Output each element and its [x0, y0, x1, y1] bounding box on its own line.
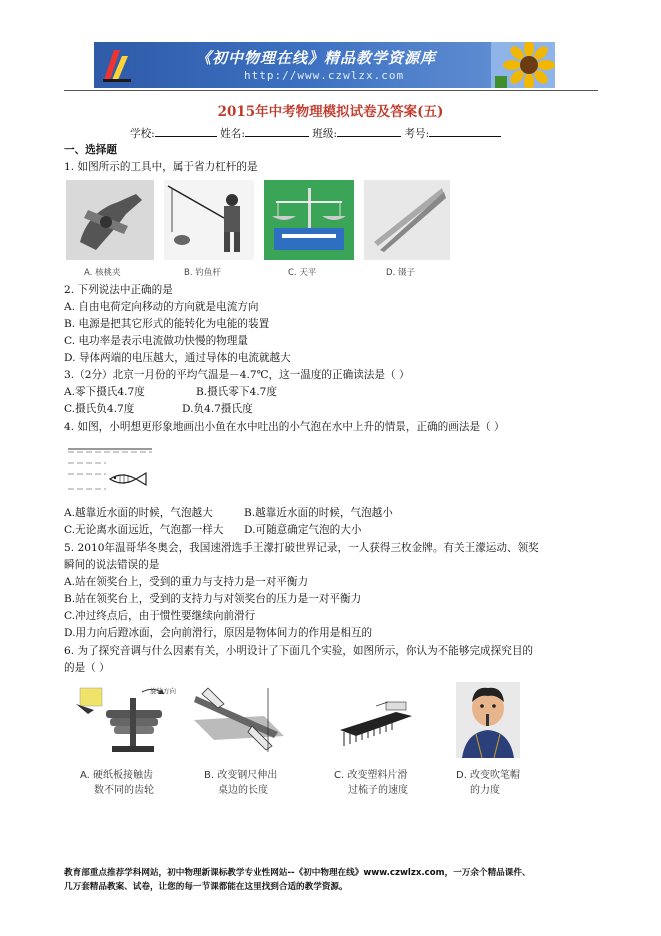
q3-stem: 3.（2分）北京一月份的平均气温是－4.7℃，这一温度的正确读法是（ ）: [64, 369, 410, 381]
q6-caption-a: A. 硬纸板接触齿 数不同的齿轮: [80, 770, 154, 796]
q5-option-c: C.冲过终点后，由于惯性要继续向前滑行: [64, 610, 256, 622]
q6-caption-c: C. 改变塑料片滑 过梳子的速度: [334, 770, 408, 796]
balance-scale-image: [264, 180, 354, 260]
nutcracker-image: [66, 180, 154, 260]
document-title: 2015年中考物理模拟试卷及答案(五): [217, 104, 444, 120]
q2-stem: 2. 下列说法中正确的是: [64, 284, 173, 296]
fishing-rod-image: [164, 180, 254, 260]
school-field[interactable]: [155, 126, 217, 137]
q5-option-b: B.站在领奖台上，受到的支持力与对领奖台的压力是一对平衡力: [64, 593, 362, 605]
fish-bubbles-image: [66, 443, 156, 493]
footer-line-2: 几万套精品教案、试卷，让您的每一节课都能在这里找到合适的教学资源。: [64, 882, 348, 892]
steel-ruler-image: [194, 686, 284, 754]
q2-option-c: C. 电功率是表示电流做功快慢的物理量: [64, 335, 248, 347]
q1-caption-b: B. 钓鱼杆: [184, 268, 221, 278]
q5-stem-line1: 5. 2010年温哥华冬奥会，我国速滑选手王濛打破世界记录，一人获得三枚金牌。有关王濛运动、领奖: [64, 542, 539, 554]
exam-no-field[interactable]: [429, 126, 501, 137]
school-label: 学校:: [130, 128, 155, 140]
tweezers-image: [364, 180, 450, 260]
q3-option-b: B.摄氏零下4.7度: [196, 386, 277, 398]
q4-stem: 4. 如图，小明想更形象地画出小鱼在水中吐出的小气泡在水中上升的情景，正确的画法是（ ）: [64, 421, 505, 433]
class-field[interactable]: [337, 126, 401, 137]
q3-option-c: C.摄氏负4.7度: [64, 403, 135, 415]
q2-option-b: B. 电源是把其它形式的能转化为电能的装置: [64, 318, 270, 330]
q6-stem-line1: 6. 为了探究音调与什么因素有关，小明设计了下面几个实验，如图所示，你认为不能够完成探究目的: [64, 645, 534, 657]
site-logo-icon: [100, 46, 134, 84]
q3-option-a: A.零下摄氏4.7度: [64, 386, 145, 398]
q3-option-d: D.负4.7摄氏度: [182, 403, 253, 415]
q4-option-a: A.越靠近水面的时候，气泡越大: [64, 507, 213, 519]
q4-option-c: C.无论离水面远近，气泡都一样大: [64, 524, 224, 536]
rotate-direction-label: 旋转方向: [150, 687, 176, 695]
footer-line-1: 教育部重点推荐学科网站，初中物理新课标教学专业性网站--《初中物理在线》www.czwlzx.com，一万余个精品课件、: [64, 868, 531, 878]
boy-blowing-pen-cap-image: [456, 682, 520, 758]
sunflower-icon: [491, 42, 555, 88]
header-rule: [64, 90, 598, 91]
q1-caption-a: A. 核桃夹: [84, 268, 121, 278]
q5-option-a: A.站在领奖台上，受到的重力与支持力是一对平衡力: [64, 576, 309, 588]
name-label: 姓名:: [220, 128, 245, 140]
banner-url[interactable]: http://www.czwlzx.com: [244, 69, 405, 82]
exam-no-label: 考号:: [404, 128, 430, 140]
q6-caption-d: D. 改变吹笔帽 的力度: [456, 770, 521, 796]
q1-caption-d: D. 镊子: [386, 268, 415, 278]
student-info-row: [130, 126, 501, 141]
plastic-comb-image: [336, 700, 418, 754]
class-label: 班级:: [312, 128, 338, 140]
section-heading: 一、选择题: [64, 144, 117, 156]
header-banner: [94, 42, 555, 88]
q4-option-d: D.可随意确定气泡的大小: [244, 524, 362, 536]
q5-stem-line2: 瞬间的说法错误的是: [64, 559, 160, 571]
name-field[interactable]: [245, 126, 309, 137]
q2-option-d: D. 导体两端的电压越大，通过导体的电流就越大: [64, 352, 291, 364]
q1-stem: 1. 如图所示的工具中，属于省力杠杆的是: [64, 161, 258, 173]
q1-caption-c: C. 天平: [288, 268, 317, 278]
q4-option-b: B.越靠近水面的时候，气泡越小: [244, 507, 393, 519]
q5-option-d: D.用力向后蹬冰面，会向前滑行，原因是物体间力的作用是相互的: [64, 627, 373, 639]
banner-title: 《初中物理在线》精品教学资源库: [196, 49, 437, 67]
q6-stem-line2: 的是（ ）: [64, 662, 110, 674]
q6-caption-b: B. 改变钢尺伸出 桌边的长度: [204, 770, 278, 796]
q2-option-a: A. 自由电荷定向移动的方向就是电流方向: [64, 301, 259, 313]
